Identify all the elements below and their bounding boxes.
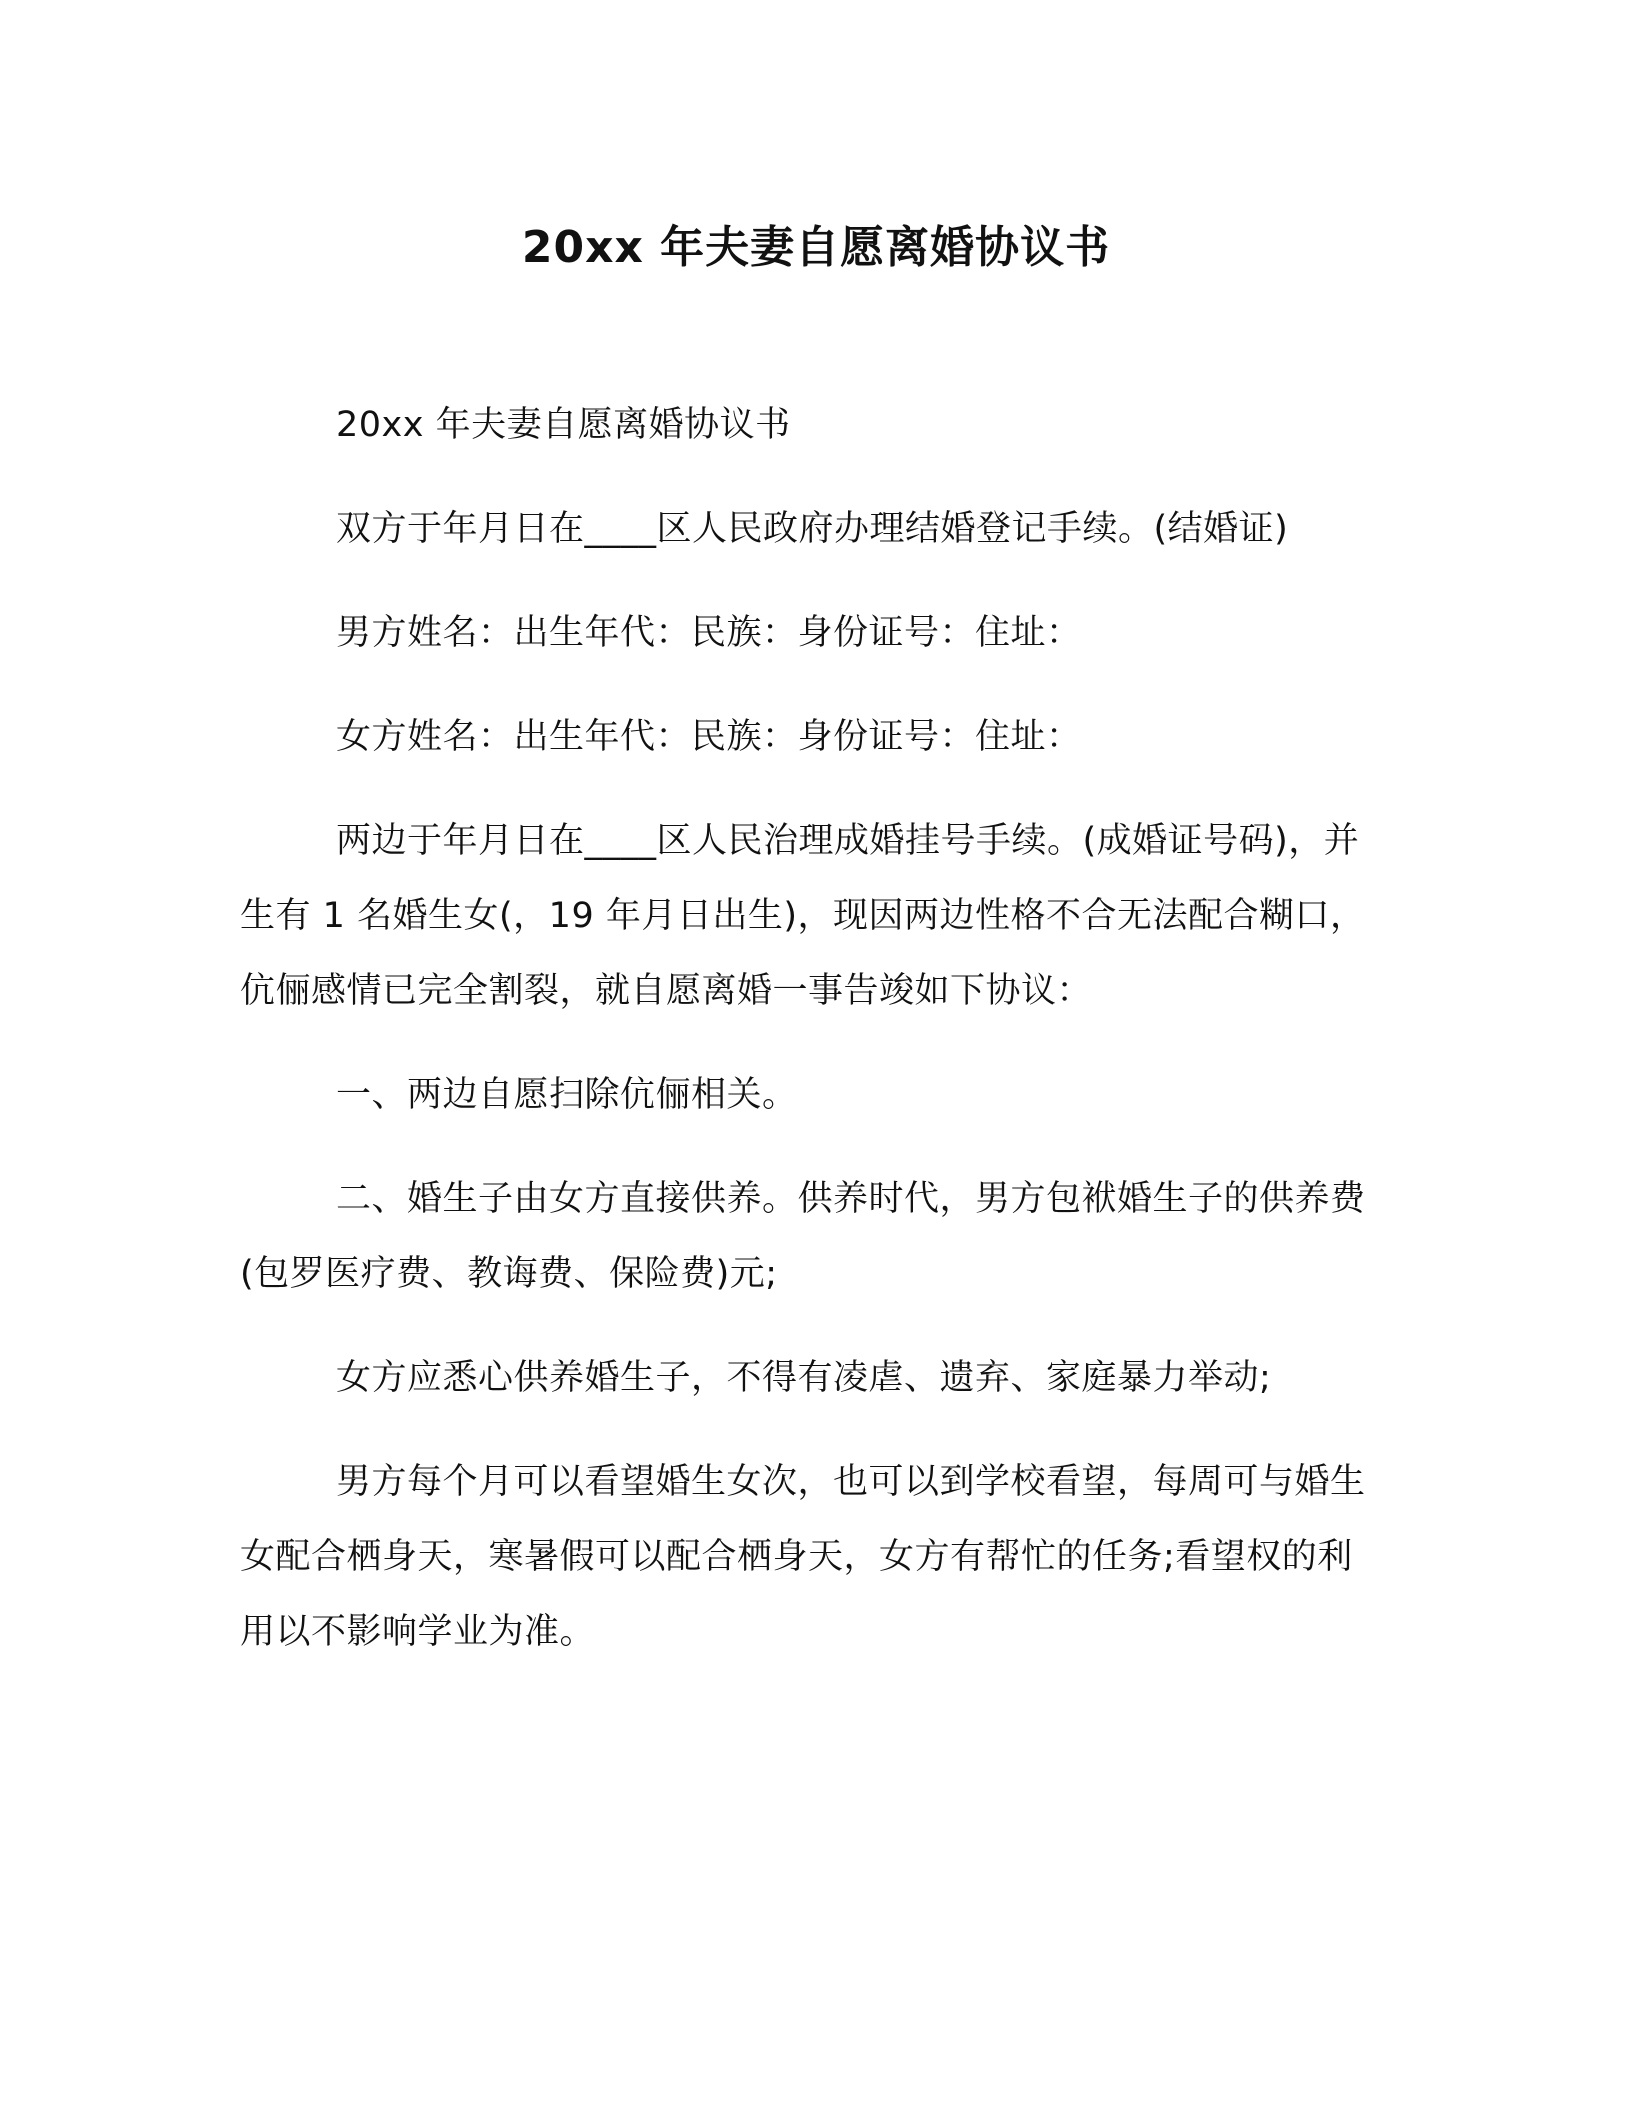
paragraph-male-info: 男方姓名：出生年代：民族：身份证号：住址： (336, 613, 1082, 653)
paragraph-registration: 双方于年月日在____区人民政府办理结婚登记手续。(结婚证) (336, 509, 1289, 549)
paragraph-subtitle: 20xx 年夫妻自愿离婚协议书 (336, 405, 791, 445)
paragraph-background: 两边于年月日在____区人民治理成婚挂号手续。(成婚证号码)，并生有 1 名婚生女(，19 年月日出生)，现因两边性格不合无法配合糊口，伉俪感情已完全割裂，就自愿离婚一事告竣如下协议： (240, 821, 1366, 1011)
paragraph-clause-2: 二、婚生子由女方直接供养。供养时代，男方包袱婚生子的供养费(包罗医疗费、教诲费、保险费)元; (240, 1179, 1366, 1294)
document-title: 20xx 年夫妻自愿离婚协议书 (521, 222, 1111, 273)
document-body (240, 388, 1372, 1699)
paragraph-visitation: 男方每个月可以看望婚生女次，也可以到学校看望，每周可与婚生女配合栖身天，寒暑假可以配合栖身天，女方有帮忙的任务;看望权的利用以不影响学业为准。 (240, 1462, 1366, 1652)
paragraph-care-duty: 女方应悉心供养婚生子，不得有凌虐、遗弃、家庭暴力举动; (336, 1358, 1272, 1398)
paragraph-clause-1: 一、两边自愿扫除伉俪相关。 (336, 1075, 798, 1115)
paragraph-female-info: 女方姓名：出生年代：民族：身份证号：住址： (336, 717, 1082, 757)
